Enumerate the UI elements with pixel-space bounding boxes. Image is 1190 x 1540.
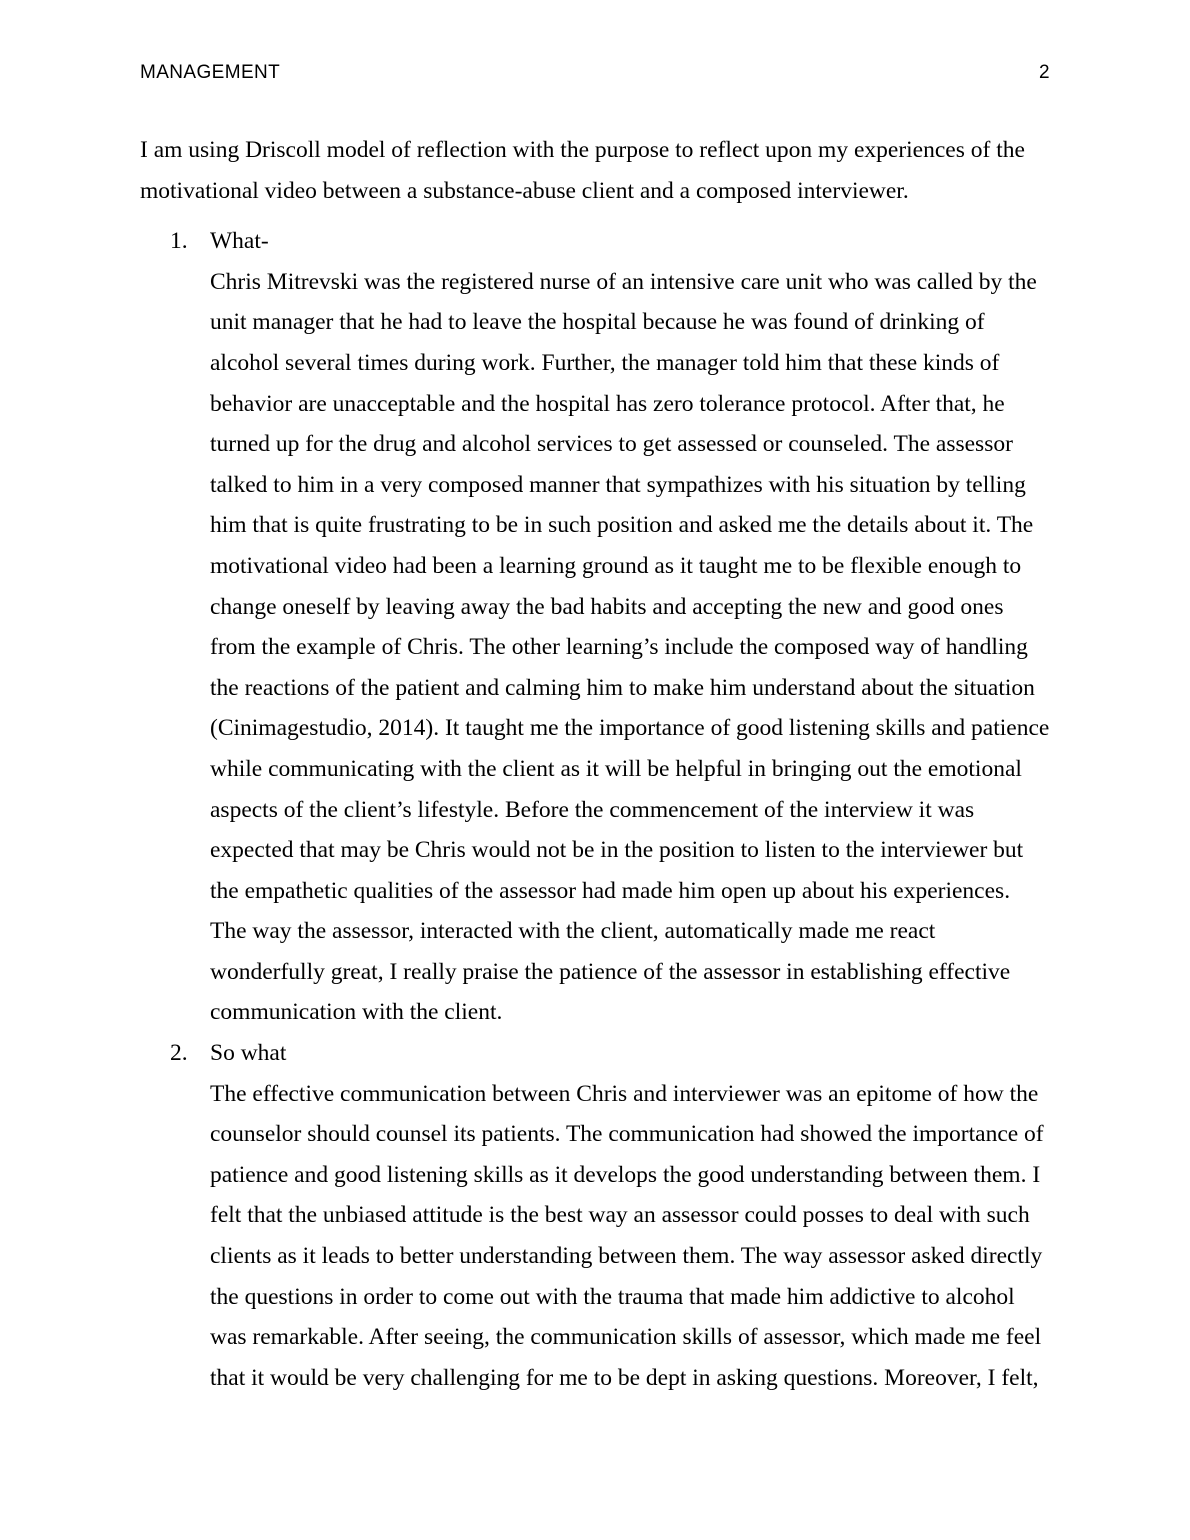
- numbered-list: [140, 221, 1052, 1398]
- list-item-heading: So what: [210, 1040, 287, 1067]
- list-item-heading: What-: [210, 228, 269, 255]
- list-item-number: 1.: [170, 228, 188, 255]
- document-body: [140, 130, 1052, 1398]
- list-item: [140, 221, 1052, 1033]
- list-item: [140, 1033, 1052, 1398]
- page-header: [140, 62, 1050, 84]
- running-head: MANAGEMENT: [140, 62, 281, 83]
- list-item-number: 2.: [170, 1040, 188, 1067]
- page-number: 2: [1039, 62, 1050, 83]
- intro-paragraph: I am using Driscoll model of reflection with the purpose to reflect upon my experiences of the motivational video between a substance-abuse client and a composed interviewer.: [140, 137, 1025, 204]
- list-item-body: Chris Mitrevski was the registered nurse of an intensive care unit who was called by the unit manager that he had to leave the hospital because he was found of drinking of alcohol several times during work. Further, the manager told him that these kinds of behavior are unacceptable and the hospital has zero tolerance protocol. After that, he turned up for the drug and alcohol services to get assessed or counseled. The assessor talked to him in a very composed manner that sympathizes with his situation by telling him that is quite frustrating to be in such position and asked me the details about it. The motivational video had been a learning ground as it taught me to be flexible enough to change oneself by leaving away the bad habits and accepting the new and good ones from the example of Chris. The other learning’s include the composed way of handling the reactions of the patient and calming him to make him understand about the situation (Cinimagestudio, 2014). It taught me the importance of good listening skills and patience while communicating with the client as it will be helpful in bringing out the emotional aspects of the client’s lifestyle. Before the commencement of the interview it was expected that may be Chris would not be in the position to listen to the interviewer but the empathetic qualities of the assessor had made him open up about his experiences. The way the assessor, interacted with the client, automatically made me react wonderfully great, I really praise the patience of the assessor in establishing effective communication with the client.: [210, 268, 1050, 1026]
- list-item-body: The effective communication between Chris and interviewer was an epitome of how the counselor should counsel its patients. The communication had showed the importance of patience and good listening skills as it develops the good understanding between them. I felt that the unbiased attitude is the best way an assessor could posses to deal with such clients as it leads to better understanding between them. The way assessor asked directly the questions in order to come out with the trauma that made him addictive to alcohol was remarkable. After seeing, the communication skills of assessor, which made me feel that it would be very challenging for me to be dept in asking questions. Moreover, I felt,: [210, 1080, 1044, 1391]
